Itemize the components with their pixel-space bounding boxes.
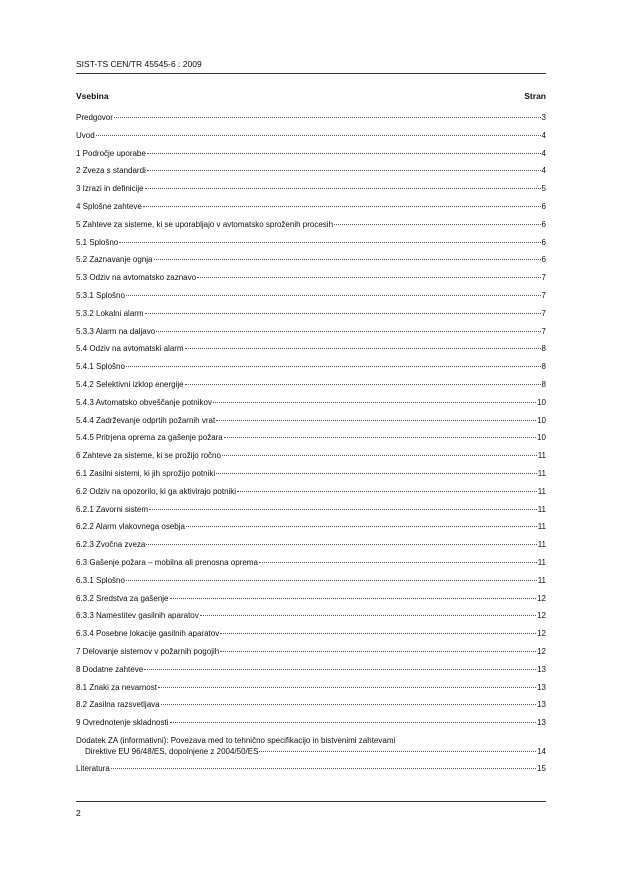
toc-entry-literature[interactable] bbox=[76, 764, 546, 782]
toc-leader-dots bbox=[126, 580, 537, 581]
toc-entry-page: 5 bbox=[541, 184, 546, 194]
toc-entry-page: 13 bbox=[537, 682, 546, 692]
toc-entry[interactable] bbox=[76, 451, 546, 469]
toc-entry[interactable] bbox=[76, 291, 546, 309]
toc-leader-dots bbox=[156, 331, 540, 332]
toc-title: Vsebina bbox=[76, 91, 109, 101]
toc-entry-page: 7 bbox=[541, 308, 546, 318]
toc-entry-label: 4 Splošne zahteve bbox=[76, 201, 142, 211]
toc-leader-dots bbox=[146, 544, 536, 545]
toc-entry-page: 7 bbox=[541, 273, 546, 283]
toc-entry-label: 5.3.2 Lokalni alarm bbox=[76, 308, 144, 318]
toc-entry-label: 3 Izrazi in definicije bbox=[76, 184, 144, 194]
toc-entry[interactable] bbox=[76, 487, 546, 505]
toc-entry-page: 10 bbox=[537, 397, 546, 407]
toc-entry[interactable] bbox=[76, 113, 546, 131]
toc-leader-dots bbox=[126, 366, 541, 367]
toc-entry-label: 6.1 Zasilni sistemi, ki jih sprožijo potniki bbox=[76, 468, 216, 478]
toc-entry-page: 12 bbox=[537, 611, 546, 621]
toc-entry[interactable] bbox=[76, 344, 546, 362]
toc-entry-label: 8.2 Zasilna razsvetljava bbox=[76, 700, 160, 710]
toc-leader-dots bbox=[186, 526, 537, 527]
toc-entry-page: 6 bbox=[541, 255, 546, 265]
toc-entry-page: 6 bbox=[541, 201, 546, 211]
toc-entry[interactable] bbox=[76, 255, 546, 273]
toc-entry-label: 5.4 Odziv na avtomatski alarm bbox=[76, 344, 184, 354]
toc-leader-dots bbox=[259, 751, 536, 752]
toc-entry-label: 6.3.3 Namestitev gasilnih aparatov bbox=[76, 611, 199, 621]
toc-entry-page: 13 bbox=[537, 664, 546, 674]
toc-title-row bbox=[76, 91, 546, 101]
toc-entry-label: 5.4.4 Zadrževanje odprtih požarnih vrat bbox=[76, 415, 216, 425]
toc-entry-page: 7 bbox=[541, 326, 546, 336]
toc-entry[interactable] bbox=[76, 220, 546, 238]
toc-entry[interactable] bbox=[76, 149, 546, 167]
toc-entry-label: 5.4.2 Selektivni izklop energije bbox=[76, 379, 184, 389]
toc-entry-annex-line1: Dodatek ZA (informativni): Povezava med to tehnično specifikacijo in bistvenimi zahtevami bbox=[76, 735, 396, 745]
toc-leader-dots bbox=[170, 598, 537, 599]
toc-leader-dots bbox=[185, 348, 541, 349]
toc-entry-label: 5.3 Odziv na avtomatsko zaznavo bbox=[76, 273, 197, 283]
footer-rule bbox=[76, 801, 546, 802]
toc-entry-page: 11 bbox=[537, 575, 546, 585]
toc-entry[interactable] bbox=[76, 433, 546, 451]
toc-entry[interactable] bbox=[76, 202, 546, 220]
header-rule bbox=[76, 73, 546, 74]
toc-entry-label: 5.3.1 Splošno bbox=[76, 290, 125, 300]
toc-entry-page: 6 bbox=[541, 219, 546, 229]
toc-entry-label: 6.2.3 Zvočna zveza bbox=[76, 540, 146, 550]
toc-entry[interactable] bbox=[76, 647, 546, 665]
toc-entry[interactable] bbox=[76, 700, 546, 718]
toc-entry-page: 12 bbox=[537, 646, 546, 656]
toc-entry-label: 5.4.1 Splošno bbox=[76, 362, 125, 372]
toc-entry[interactable] bbox=[76, 398, 546, 416]
toc-entry-page: 8 bbox=[541, 344, 546, 354]
toc-leader-dots bbox=[147, 153, 541, 154]
toc-entry[interactable] bbox=[76, 522, 546, 540]
toc-entry-annex-line2: Direktive EU 96/48/ES, dopolnjene z 2004/50/ES bbox=[85, 746, 259, 756]
toc-entry[interactable] bbox=[76, 362, 546, 380]
page-number: 2 bbox=[76, 808, 81, 818]
toc-leader-dots bbox=[216, 420, 536, 421]
toc-entry-label: 5 Zahteve za sisteme, ki se uporabljajo v avtomatsko sproženih procesih bbox=[76, 219, 334, 229]
toc-leader-dots bbox=[143, 206, 541, 207]
toc-entry-label: Literatura bbox=[76, 763, 110, 773]
toc-entry-page: 3 bbox=[541, 113, 546, 122]
toc-entry[interactable] bbox=[76, 683, 546, 701]
toc-entry-label: 8.1 Znaki za nevarnost bbox=[76, 682, 157, 692]
toc-entry-label: 8 Dodatne zahteve bbox=[76, 664, 144, 674]
toc-page-label: Stran bbox=[524, 91, 546, 101]
toc-entry-label: 5.4.5 Pritrjena oprema za gašenje požara bbox=[76, 433, 223, 443]
toc-entry-label: 5.4.3 Avtomatsko obveščanje potnikov bbox=[76, 397, 212, 407]
toc-leader-dots bbox=[161, 704, 537, 705]
toc-entry-page: 15 bbox=[537, 763, 546, 773]
toc-entry-page: 11 bbox=[537, 451, 546, 461]
toc-leader-dots bbox=[259, 562, 537, 563]
toc-entry-label: 6.2 Odziv na opozorilo, ki ga aktivirajo potniki bbox=[76, 486, 237, 496]
toc-entry-page: 12 bbox=[537, 593, 546, 603]
toc-entry[interactable] bbox=[76, 558, 546, 576]
toc-entry-label: Predgovor bbox=[76, 113, 113, 122]
toc-entry-label: 5.3.3 Alarm na daljavo bbox=[76, 326, 156, 336]
toc-entry[interactable] bbox=[76, 576, 546, 594]
toc-entry-page: 8 bbox=[541, 362, 546, 372]
toc-entry-label: 6.2.2 Alarm vlakovnega osebja bbox=[76, 522, 185, 532]
toc-leader-dots bbox=[96, 135, 541, 136]
document-id: SIST-TS CEN/TR 45545-6 : 2009 bbox=[76, 59, 202, 69]
toc-leader-dots bbox=[224, 437, 536, 438]
toc-leader-dots bbox=[145, 313, 541, 314]
toc-entry[interactable] bbox=[76, 238, 546, 256]
toc-entry-label: 6 Zahteve za sisteme, ki se prožijo ročno bbox=[76, 451, 221, 461]
toc-leader-dots bbox=[220, 651, 536, 652]
toc-leader-dots bbox=[213, 402, 536, 403]
toc-entry-page: 6 bbox=[541, 237, 546, 247]
toc-entry-page: 10 bbox=[537, 433, 546, 443]
toc-entry[interactable] bbox=[76, 665, 546, 683]
toc-entry[interactable] bbox=[76, 184, 546, 202]
toc-entry-label: 6.3 Gašenje požara – mobilna ali prenosna oprema bbox=[76, 557, 258, 567]
toc-leader-dots bbox=[237, 491, 537, 492]
toc-leader-dots bbox=[222, 455, 537, 456]
toc-leader-dots bbox=[197, 277, 540, 278]
toc-leader-dots bbox=[200, 615, 536, 616]
toc-entry[interactable] bbox=[76, 629, 546, 647]
toc-entry-label: Uvod bbox=[76, 130, 95, 140]
toc-leader-dots bbox=[119, 242, 540, 243]
toc-entry-label: 9 Ovrednotenje skladnosti bbox=[76, 718, 169, 728]
toc-entry-page: 4 bbox=[541, 130, 546, 140]
toc-entry[interactable] bbox=[76, 540, 546, 558]
toc-entry[interactable] bbox=[76, 469, 546, 487]
toc-entry[interactable] bbox=[76, 273, 546, 291]
toc-entry-page: 12 bbox=[537, 629, 546, 639]
toc-leader-dots bbox=[154, 259, 541, 260]
toc-entry[interactable] bbox=[76, 594, 546, 612]
toc-entry-page: 8 bbox=[541, 379, 546, 389]
toc-leader-dots bbox=[149, 509, 537, 510]
toc-entry[interactable] bbox=[76, 416, 546, 434]
toc-leader-dots bbox=[111, 768, 536, 769]
toc-entry-label: 2 Zveza s standardi bbox=[76, 166, 146, 176]
toc-leader-dots bbox=[114, 117, 541, 118]
toc-entry[interactable] bbox=[76, 166, 546, 184]
toc-entry[interactable] bbox=[76, 380, 546, 398]
toc-entry-page: 11 bbox=[537, 468, 546, 478]
toc-leader-dots bbox=[158, 687, 536, 688]
toc-leader-dots bbox=[145, 188, 541, 189]
toc-entry[interactable] bbox=[76, 309, 546, 327]
toc-entry[interactable] bbox=[76, 131, 546, 149]
toc-entry-annex[interactable] bbox=[76, 736, 546, 764]
toc-entry-label: 7 Delovanje sistemov v požarnih pogojih bbox=[76, 646, 220, 656]
toc-entry-page: 4 bbox=[541, 166, 546, 176]
toc-leader-dots bbox=[147, 170, 541, 171]
toc-entry-label: 1 Področje uporabe bbox=[76, 148, 146, 158]
toc-entry-page: 14 bbox=[537, 746, 546, 756]
toc-entry-page: 10 bbox=[537, 415, 546, 425]
toc-entry-page: 11 bbox=[537, 504, 546, 514]
toc-entry[interactable] bbox=[76, 718, 546, 736]
toc-entry-page: 11 bbox=[537, 540, 546, 550]
toc-leader-dots bbox=[170, 722, 537, 723]
toc-entry-label: 6.3.2 Sredstva za gašenje bbox=[76, 593, 169, 603]
toc-entry[interactable] bbox=[76, 611, 546, 629]
toc-entry-label: 5.2 Zaznavanje ognja bbox=[76, 255, 153, 265]
toc-leader-dots bbox=[216, 473, 537, 474]
toc-leader-dots bbox=[220, 633, 536, 634]
toc-entry-page: 11 bbox=[537, 557, 546, 567]
toc-entry-page: 11 bbox=[537, 486, 546, 496]
toc-entry-label: 5.1 Splošno bbox=[76, 237, 119, 247]
toc-entry[interactable] bbox=[76, 327, 546, 345]
toc-leader-dots bbox=[126, 295, 541, 296]
toc-leader-dots bbox=[185, 384, 541, 385]
toc-entry-page: 4 bbox=[541, 148, 546, 158]
toc-leader-dots bbox=[334, 224, 541, 225]
toc-leader-dots bbox=[144, 669, 536, 670]
toc-entry-page: 13 bbox=[537, 718, 546, 728]
toc-entry[interactable] bbox=[76, 505, 546, 523]
toc-entry-label: 6.3.1 Splošno bbox=[76, 575, 125, 585]
table-of-contents bbox=[76, 113, 546, 782]
toc-entry-label: 6.3.4 Posebne lokacije gasilnih aparatov bbox=[76, 629, 220, 639]
toc-entry-page: 11 bbox=[537, 522, 546, 532]
toc-entry-page: 13 bbox=[537, 700, 546, 710]
toc-entry-label: 6.2.1 Zavorni sistem bbox=[76, 504, 149, 514]
toc-entry-page: 7 bbox=[541, 290, 546, 300]
